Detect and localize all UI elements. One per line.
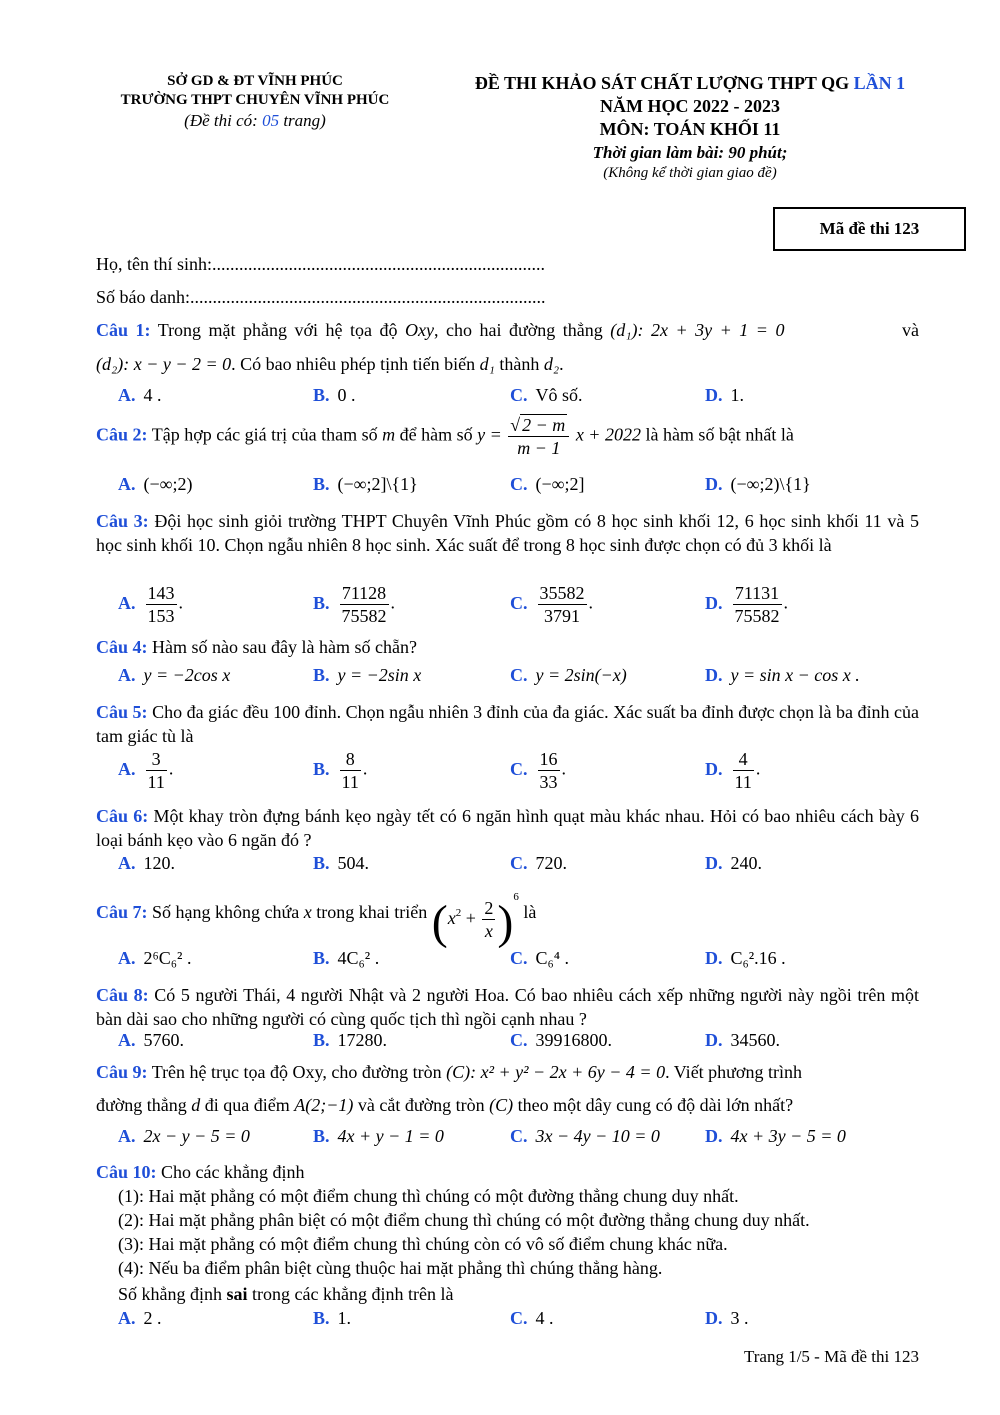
q6-option-c[interactable]: C. 720. (510, 853, 567, 873)
question-label: Câu 10: (96, 1162, 157, 1182)
q7-option-b[interactable]: B. 4C₆² . (313, 948, 380, 968)
q1-option-d[interactable]: D. 1. (705, 385, 744, 405)
q10-option-c[interactable]: C. 4 . (510, 1308, 554, 1328)
q6-option-a[interactable]: A. 120. (118, 853, 175, 873)
circle-equation: (C): x² + y² − 2x + 6y − 4 = 0 (446, 1062, 666, 1082)
q5-option-a[interactable]: A. $\frac{3}{11}$ . (118, 749, 174, 792)
q4-option-a[interactable]: A. y = −2cos x (118, 665, 231, 685)
question-label: Câu 7: (96, 902, 148, 922)
question-8: Câu 8: Có 5 người Thái, 4 người Nhật và 2 người Hoa. Có bao nhiêu cách xếp những người này ngồi trên một bàn dài sao cho những người có cùng quốc tịch thì ngồi cạnh nhau ? (96, 985, 919, 1029)
question-9-cont: đường thẳng d đi qua điểm A(2;−1) và cắt đường tròn (C) theo một dây cung có độ dài lớn nhất? (96, 1095, 794, 1115)
q10-option-a[interactable]: A. 2 . (118, 1308, 162, 1328)
q7-option-c[interactable]: C. C₆⁴ . (510, 948, 570, 968)
q2-option-d[interactable]: D. (−∞;2)\{1} (705, 474, 811, 494)
question-2: Câu 2: Tập hợp các giá trị của tham số m để hàm số y = $\frac{√ 2 - m}{m - 1}$ x + 2022 là hàm số bật nhất là (96, 415, 794, 458)
q5-option-b[interactable]: B. $\frac{8}{11}$ . (313, 749, 368, 792)
school-year: NĂM HỌC 2022 - 2023 (600, 96, 780, 116)
q3-option-d[interactable]: D. $\frac{71131}{75582}$ . (705, 583, 788, 626)
q10-option-d[interactable]: D. 3 . (705, 1308, 749, 1328)
question-10: Câu 10: Cho các khẳng định (96, 1162, 305, 1182)
q6-option-b[interactable]: B. 504. (313, 853, 370, 873)
q4-option-d[interactable]: D. y = sin x − cos x . (705, 665, 860, 685)
q5-option-c[interactable]: C. $\frac{16}{33}$ . (510, 749, 566, 792)
q3-option-c[interactable]: C. $\frac{35582}{3791}$ . (510, 583, 593, 626)
question-3: Câu 3: Đội học sinh giỏi trường THPT Chuyên Vĩnh Phúc gồm có 8 học sinh khối 12, 6 học sinh khối 11 và 5 học sinh khối 10. Chọn ngẫu nhiên 8 học sinh. Xác suất để trong 8 học sinh được chọn có đủ 3 khối là (96, 511, 919, 555)
binomial-expression: ($x^2$ + $\frac{2}{x}$ )$^6$ (431, 890, 519, 949)
q7-option-a[interactable]: A. 2⁶C₆² . (118, 948, 192, 968)
question-9: Câu 9: Trên hệ trục tọa độ Oxy, cho đường tròn (C): x² + y² − 2x + 6y − 4 = 0. Viết phương trình (96, 1062, 802, 1082)
q4-option-b[interactable]: B. y = −2sin x (313, 665, 422, 685)
question-7: Câu 7: Số hạng không chứa x trong khai triển ($x^2$ + $\frac{2}{x}$ )$^6$ là (96, 882, 536, 942)
question-1: Câu 1: Trong mặt phẳng với hệ tọa độ Oxy, cho hai đường thẳng (d₁): 2x + 3y + 1 = 0 và (96, 320, 919, 340)
question-4: Câu 4: Hàm số nào sau đây là hàm số chẵn? (96, 637, 417, 657)
question-label: Câu 3: (96, 511, 149, 531)
q3-option-b[interactable]: B. $\frac{71128}{75582}$ . (313, 583, 396, 626)
line-d2: (d₂): x − y − 2 = 0 (96, 354, 232, 374)
q10-option-b[interactable]: B. 1. (313, 1308, 352, 1328)
page-footer: Trang 1/5 - Mã đề thi 123 (743, 1347, 919, 1366)
exam-code-box: Mã đề thi 123 (773, 207, 966, 251)
q9-option-b[interactable]: B. 4x + y − 1 = 0 (313, 1126, 444, 1146)
question-label: Câu 5: (96, 702, 148, 722)
exam-title: ĐỀ THI KHẢO SÁT CHẤT LƯỢNG THPT QG LẦN 1 (474, 73, 906, 93)
student-name-line: Họ, tên thí sinh:.......................................................................... (96, 254, 545, 274)
student-id-line: Số báo danh:............................................................................... (96, 287, 546, 307)
q8-option-a[interactable]: A. 5760. (118, 1030, 184, 1050)
question-6: Câu 6: Một khay tròn đựng bánh kẹo ngày tết có 6 ngăn hình quạt màu khác nhau. Hỏi có bao nhiêu cách bày 6 loại bánh kẹo vào 6 ngăn đó ? (96, 806, 920, 850)
q2-fraction: $\frac{√ 2 - m}{m - 1}$ (508, 414, 569, 459)
question-label: Câu 1: (96, 320, 151, 340)
statement-2: (2): Hai mặt phẳng phân biệt có một điểm chung thì chúng có một đường thẳng chung duy nhất. (118, 1210, 810, 1230)
q6-option-d[interactable]: D. 240. (705, 853, 762, 873)
question-label: Câu 6: (96, 806, 149, 826)
question-10-ask: Số khẳng định sai trong các khẳng định trên là (118, 1284, 454, 1304)
q2-option-a[interactable]: A. (−∞;2) (118, 474, 193, 494)
q9-option-d[interactable]: D. 4x + 3y − 5 = 0 (705, 1126, 846, 1146)
q5-option-d[interactable]: D. $\frac{4}{11}$ . (705, 749, 761, 792)
statement-3: (3): Hai mặt phẳng có một điểm chung thì chúng còn có vô số điểm chung khác nữa. (118, 1234, 728, 1254)
q3-option-a[interactable]: A. $\frac{143}{153}$ . (118, 583, 183, 626)
question-5: Câu 5: Cho đa giác đều 100 đỉnh. Chọn ngẫu nhiên 3 đỉnh của đa giác. Xác suất ba đỉnh được chọn là ba đỉnh của tam giác tù là (96, 702, 920, 746)
q1-option-b[interactable]: B. 0 . (313, 385, 356, 405)
question-1-cont: (d₂): x − y − 2 = 0. Có bao nhiêu phép tịnh tiến biến d₁ thành d₂. (96, 354, 564, 374)
q1-option-a[interactable]: A. 4 . (118, 385, 162, 405)
page-count: (Đề thi có: 05 trang) (184, 111, 326, 130)
question-label: Câu 9: (96, 1062, 148, 1082)
q9-option-c[interactable]: C. 3x − 4y − 10 = 0 (510, 1126, 660, 1146)
dept-name: SỞ GD & ĐT VĨNH PHÚC (167, 73, 343, 89)
time-note: (Không kể thời gian giao đề) (603, 165, 777, 181)
q1-option-c[interactable]: C. Vô số. (510, 385, 583, 405)
q8-option-d[interactable]: D. 34560. (705, 1030, 780, 1050)
q7-option-d[interactable]: D. C₆².16 . (705, 948, 786, 968)
header-left (100, 72, 410, 130)
school-name: TRƯỜNG THPT CHUYÊN VĨNH PHÚC (120, 92, 390, 108)
q8-option-b[interactable]: B. 17280. (313, 1030, 388, 1050)
statement-1: (1): Hai mặt phẳng có một điểm chung thì chúng có một đường thẳng chung duy nhất. (118, 1186, 739, 1206)
q9-option-a[interactable]: A. 2x − y − 5 = 0 (118, 1126, 250, 1146)
subject: MÔN: TOÁN KHỐI 11 (599, 119, 781, 139)
question-label: Câu 8: (96, 985, 149, 1005)
line-d1: (d₁): 2x + 3y + 1 = 0 (610, 320, 785, 340)
statement-4: (4): Nếu ba điểm phân biệt cùng thuộc hai mặt phẳng thì chúng thẳng hàng. (118, 1258, 663, 1278)
question-label: Câu 4: (96, 637, 148, 657)
q4-option-c[interactable]: C. y = 2sin(−x) (510, 665, 627, 685)
q8-option-c[interactable]: C. 39916800. (510, 1030, 612, 1050)
exam-time: Thời gian làm bài: 90 phút; (592, 143, 788, 162)
header-right (430, 72, 950, 182)
q2-option-b[interactable]: B. (−∞;2]\{1} (313, 474, 418, 494)
question-label: Câu 2: (96, 424, 148, 445)
q2-option-c[interactable]: C. (−∞;2] (510, 474, 585, 494)
